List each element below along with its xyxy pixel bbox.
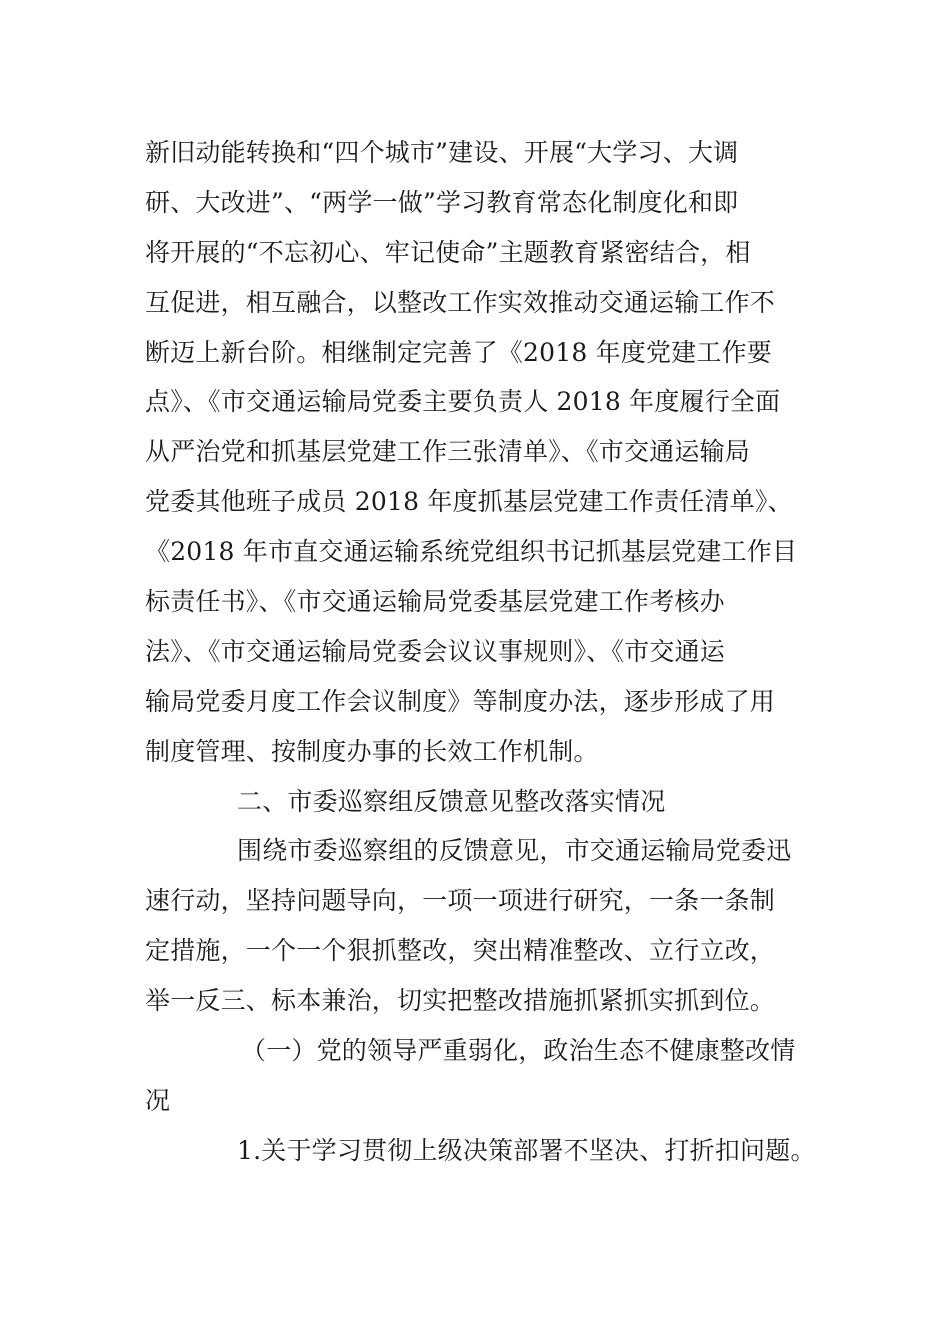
- paragraph-line: 从严治党和抓基层党建工作三张清单》、《市交通运输局: [145, 437, 751, 467]
- paragraph-line: 定措施，一个一个狠抓整改，突出精准整改、立行立改，: [145, 936, 776, 966]
- paragraph-line: 标责任书》、《市交通运输局党委基层党建工作考核办: [145, 587, 725, 617]
- subsection-heading: （一）党的领导严重弱化，政治生态不健康整改情: [241, 1036, 796, 1066]
- paragraph-line: 将开展的“不忘初心、牢记使命”主题教育紧密结合，相: [145, 237, 751, 267]
- subsection-heading-continuation: 况: [145, 1085, 171, 1115]
- numbered-item-heading: 1.关于学习贯彻上级决策部署不坚决、打折扣问题。: [237, 1135, 816, 1165]
- section-heading: 二、市委巡察组反馈意见整改落实情况: [237, 786, 666, 816]
- paragraph-line: 点》、《市交通运输局党委主要负责人 2018 年度履行全面: [145, 387, 781, 417]
- paragraph-line: 速行动，坚持问题导向，一项一项进行研究，一条一条制: [145, 886, 776, 916]
- paragraph-line: 研、大改进”、“两学一做”学习教育常态化制度化和即: [145, 187, 739, 217]
- paragraph-line: 党委其他班子成员 2018 年度抓基层党建工作责任清单》、: [145, 487, 793, 517]
- paragraph-line: 《2018 年市直交通运输系统党组织书记抓基层党建工作目: [145, 537, 798, 567]
- paragraph-line: 互促进，相互融合，以整改工作实效推动交通运输工作不: [145, 287, 776, 317]
- paragraph-line: 举一反三、标本兼治，切实把整改措施抓紧抓实抓到位。: [145, 986, 776, 1016]
- document-body: [145, 128, 815, 1176]
- paragraph-line: 围绕市委巡察组的反馈意见，市交通运输局党委迅: [237, 836, 792, 866]
- paragraph-line: 输局党委月度工作会议制度》等制度办法，逐步形成了用: [145, 686, 776, 716]
- paragraph-line: 法》、《市交通运输局党委会议议事规则》、《市交通运: [145, 636, 726, 666]
- paragraph-line: 断迈上新台阶。相继制定完善了《2018 年度党建工作要: [145, 337, 772, 367]
- paragraph-line: 新旧动能转换和“四个城市”建设、开展“大学习、大调: [145, 138, 739, 167]
- paragraph-line: 制度管理、按制度办事的长效工作机制。: [145, 736, 599, 766]
